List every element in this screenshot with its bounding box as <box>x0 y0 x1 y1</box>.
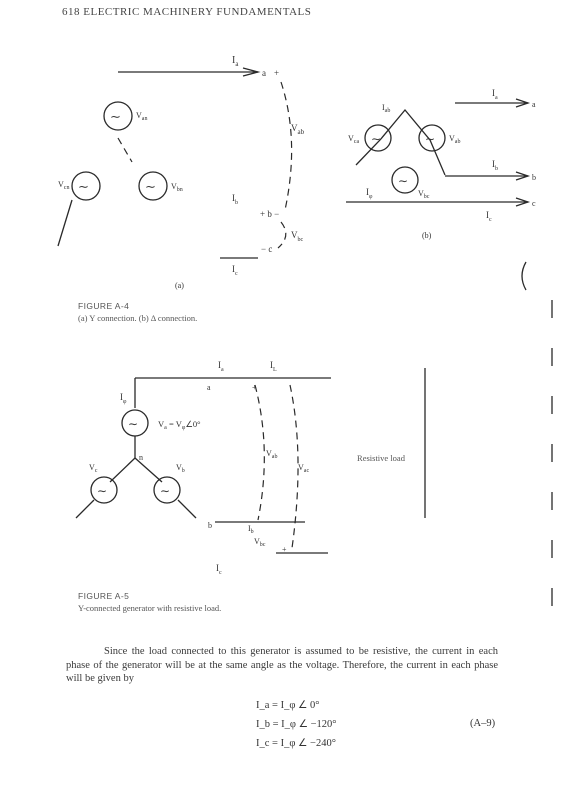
svg-text:∼: ∼ <box>128 417 139 431</box>
voltage-arc-bc <box>278 222 286 248</box>
svg-text:b: b <box>532 173 536 182</box>
label-Vbn: $V_{bn}$ <box>171 182 183 193</box>
svg-text:Iφ: $I_\varphi$ <box>120 392 127 405</box>
line-c-wire <box>58 200 72 246</box>
node-a: a <box>262 68 266 78</box>
label-Van: $V_{an}$ <box>136 111 148 122</box>
svg-text:Ic: $I_c$ <box>486 210 492 223</box>
svg-text:a: a <box>532 100 536 109</box>
svg-text:Vab: $V_{ab}$ <box>266 449 278 460</box>
arc-vac <box>290 385 298 548</box>
label-Vbc: $V_{bc}$ <box>291 230 304 243</box>
source-a-symbol: ∼ <box>110 109 121 124</box>
label-Vcn: $V_{cn}$ <box>58 180 70 191</box>
body-paragraph-text: Since the load connected to this generator is assumed to be resistive, the current in each phase of the generator will be at the same angle as the voltage. Therefore, the current in each phase will be given by <box>66 646 498 684</box>
equation-number: (A–9) <box>470 718 496 729</box>
svg-text:a: a <box>207 383 211 392</box>
node-b: + b − <box>260 209 280 219</box>
arc-vab <box>255 385 264 520</box>
svg-text:Ia: $I_a$ <box>218 360 224 373</box>
svg-text:Vbc: $V_{bc}$ <box>254 537 266 548</box>
node-c: − c <box>261 244 273 254</box>
voltage-arc-ab <box>281 82 292 210</box>
svg-text:Vab: $V_{ab}$ <box>449 134 461 145</box>
figure-a4-caption-text: (a) Y connection. (b) Δ connection. <box>78 313 198 323</box>
svg-text:Iφ: $I_\varphi$ <box>366 187 373 200</box>
figure-a4b-delta-connection <box>346 88 536 240</box>
svg-text:Ib: $I_b$ <box>248 524 254 535</box>
equation-ic: I_c = I_φ ∠ −240° <box>256 738 336 749</box>
label-Ib: $I_b$ <box>232 193 238 206</box>
plus-a: + <box>274 68 280 78</box>
svg-text:Va = Vφ∠0°: $V_a$ = $V_\varphi\angle 0^\circ$ <box>158 419 201 431</box>
svg-text:Ib: $I_b$ <box>492 159 498 172</box>
svg-text:∼: ∼ <box>97 484 108 498</box>
source-c-symbol: ∼ <box>78 179 89 194</box>
svg-text:∼: ∼ <box>371 132 382 146</box>
figure-a4a-y-connection <box>58 55 305 290</box>
label-Ia: $I_a$ <box>232 55 239 68</box>
figure-a5-caption-title: FIGURE A-5 <box>78 591 130 601</box>
margin-mark <box>522 262 526 290</box>
figure-a5-generator <box>76 360 425 576</box>
svg-text:Ic: $I_c$ <box>216 563 222 576</box>
label-delta-ia: $I_{ab}$ <box>382 103 391 114</box>
label-Ic: $I_c$ <box>232 264 238 277</box>
svg-text:∼: ∼ <box>160 484 171 498</box>
figure-a5-caption-text: Y-connected generator with resistive load. <box>78 603 222 613</box>
load-label: Resistive load <box>357 453 405 463</box>
figure-a4-caption-title: FIGURE A-4 <box>78 301 130 311</box>
svg-text:∼: ∼ <box>425 132 436 146</box>
body-paragraph <box>66 645 498 686</box>
svg-text:c: c <box>532 199 536 208</box>
svg-text:Vbc: $V_{bc}$ <box>418 189 430 200</box>
svg-text:n: n <box>139 453 143 462</box>
label-a-part: (a) <box>175 281 184 290</box>
source-b-symbol: ∼ <box>145 179 156 194</box>
svg-text:IL: $I_L$ <box>270 360 277 373</box>
svg-text:Vb: $V_b$ <box>176 463 185 474</box>
svg-text:+: + <box>282 545 287 554</box>
label-b-part: (b) <box>422 231 432 240</box>
equation-ib: I_b = I_φ ∠ −120° <box>256 719 337 730</box>
svg-text:Vc: $V_c$ <box>89 463 98 474</box>
svg-text:b: b <box>208 521 212 530</box>
equation-ia: I_a = I_φ ∠ 0° <box>256 700 320 711</box>
svg-text:∼: ∼ <box>398 174 409 188</box>
svg-text:Ia: $I_a$ <box>492 88 498 101</box>
svg-text:+: + <box>252 383 257 392</box>
svg-text:Vac: $V_{ac}$ <box>298 463 310 474</box>
svg-text:Vca: $V_{ca}$ <box>348 134 360 145</box>
neutral-dash <box>118 138 132 162</box>
running-header: 618 ELECTRIC MACHINERY FUNDAMENTALS <box>62 6 312 18</box>
label-Vab: $V_{ab}$ <box>291 123 305 136</box>
